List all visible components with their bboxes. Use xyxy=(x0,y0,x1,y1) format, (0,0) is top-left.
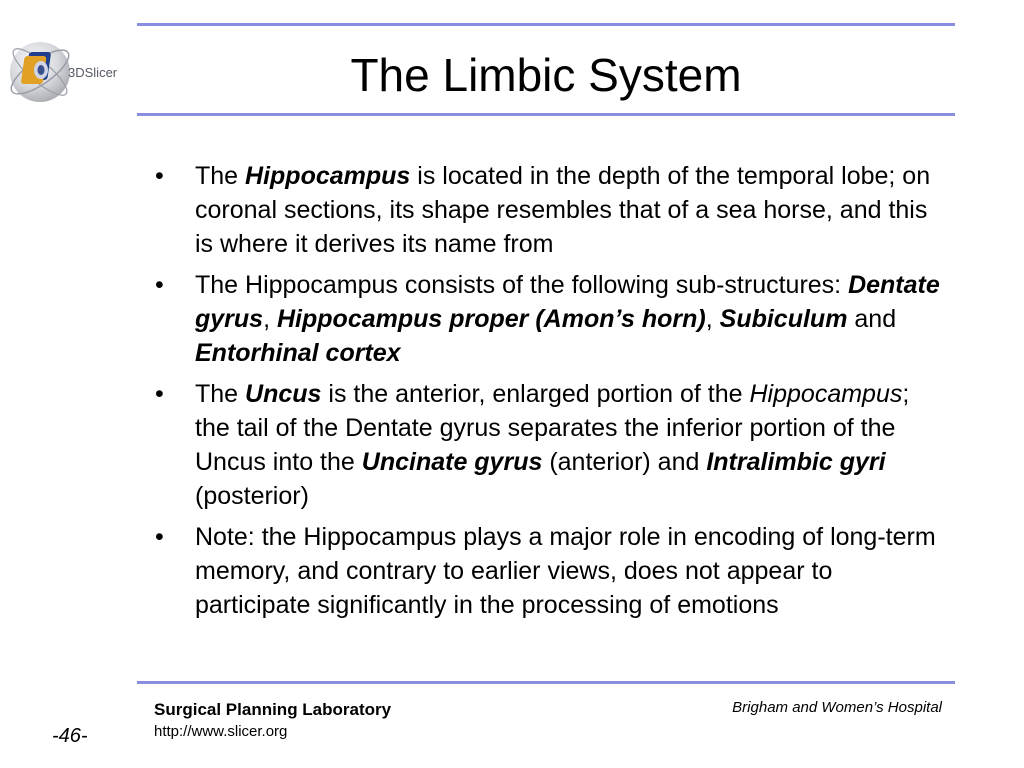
bullet-item xyxy=(155,268,945,370)
top-divider-line xyxy=(137,23,955,26)
bullet-term: Dentate gyrus xyxy=(195,271,940,333)
bullet-text: Note: the Hippocampus plays a major role in encoding of long-term memory, and contrary to earlier views, does not appear to participate significantly in the processing of emotions xyxy=(195,523,936,619)
bullet-term: Subiculum xyxy=(719,305,848,333)
page-number: -46- xyxy=(52,725,88,747)
bullet-marker: • xyxy=(155,162,164,190)
bullet-term: Uncus xyxy=(245,380,322,408)
bullet-text: The xyxy=(195,162,246,190)
bullet-marker: • xyxy=(155,523,164,551)
bullet-term: Hippocampus xyxy=(245,162,411,190)
bullet-text: ; the tail of the Dentate gyrus separates the inferior portion of the Uncus into the xyxy=(195,380,910,476)
bullet-text: The Hippocampus consists of the following sub-structures: xyxy=(195,271,849,299)
bullet-item xyxy=(155,159,945,261)
footer-divider-line xyxy=(137,681,955,684)
bullet-term: Uncinate gyrus xyxy=(361,448,543,476)
bullet-text: and xyxy=(847,305,897,333)
bullet-text: , xyxy=(705,305,720,333)
slide-title: The Limbic System xyxy=(350,49,742,101)
bullet-marker: • xyxy=(155,380,164,408)
bullet-term: Hippocampus proper (Amon’s horn) xyxy=(277,305,706,333)
slicer-logo-icon xyxy=(2,32,142,112)
title-underline xyxy=(137,113,955,116)
bullet-text: (anterior) and xyxy=(542,448,707,476)
bullet-marker: • xyxy=(155,271,164,299)
bullet-term: Entorhinal cortex xyxy=(195,339,401,367)
bullet-text: is the anterior, enlarged portion of the xyxy=(321,380,750,408)
bullet-text: (posterior) xyxy=(195,482,309,510)
footer-lab-name: Surgical Planning Laboratory xyxy=(154,700,392,719)
footer-hospital-name: Brigham and Women’s Hospital xyxy=(732,699,942,716)
bullet-term: Intralimbic gyri xyxy=(706,448,886,476)
footer-url: http://www.slicer.org xyxy=(154,723,288,740)
logo-wordmark: 3DSlicer xyxy=(68,65,118,80)
bullet-text: The xyxy=(195,380,246,408)
bullet-item xyxy=(155,520,945,622)
slicer-logo xyxy=(2,32,142,112)
bullet-text: , xyxy=(263,305,277,333)
bullet-list xyxy=(155,159,945,629)
bullet-text: is located in the depth of the temporal lobe; on coronal sections, its shape resembles that of a sea horse, and this is where it derives its name from xyxy=(195,162,931,258)
bullet-item xyxy=(155,377,945,513)
bullet-term: Hippocampus xyxy=(749,380,903,408)
